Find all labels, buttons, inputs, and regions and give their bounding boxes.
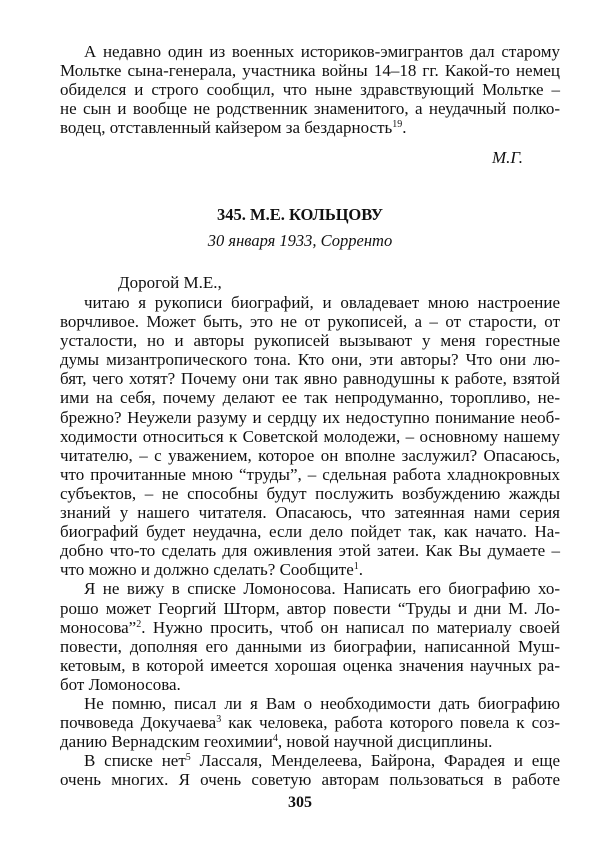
text-segment: ходимости относиться к Советской молодежи, – основному нашему: [60, 426, 560, 446]
text-segment: биографий будет неудачна, если дело пойдет так, как начато. На-: [60, 522, 560, 542]
text-line: [60, 675, 560, 694]
text-segment: Не помню, писал ли я Вам о необходимости дать биографию: [84, 693, 560, 713]
footnote-ref: 5: [185, 752, 191, 764]
text-line: [60, 369, 560, 388]
text-segment: водец, отставленный кайзером за бездарность: [60, 118, 393, 138]
letter-title: 345. М.Е. КОЛЬЦОВУ: [217, 205, 383, 224]
text-segment: читателю, – с уважением, которое он вполне заслужил? Опасаюсь,: [60, 445, 560, 465]
signature: М.Г.: [491, 148, 523, 167]
text-segment: повести, дополняя его данными из биографии, написанной Муш-: [60, 636, 560, 656]
footnote-ref: 4: [272, 733, 278, 745]
text-line: [60, 350, 560, 369]
text-line: [60, 427, 560, 446]
text-line: [60, 599, 560, 618]
text-line: [60, 484, 560, 503]
text-segment: моносова”: [60, 617, 137, 637]
letter-body: [60, 293, 560, 789]
greeting: Дорогой М.Е.,: [118, 273, 222, 292]
text-segment: В списке нет: [84, 751, 186, 771]
text-segment: рошо может Георгий Шторм, автор повести “Труды и дни М. Ло-: [60, 598, 560, 618]
text-line: [60, 751, 560, 770]
text-segment: брежно? Неужели разуму и сердцу их недоступно понимание необ-: [60, 407, 560, 427]
text-line: [60, 408, 560, 427]
text-segment: субъектов, – не способны будут послужить возбуждению жажды: [60, 483, 560, 503]
text-segment: знаний у нашего читателя. Опасаюсь, что затеянная нами серия: [60, 503, 560, 523]
text-line: [60, 541, 560, 560]
top-paragraph: [60, 42, 560, 137]
text-line: [60, 312, 560, 331]
paragraph: [60, 293, 560, 579]
text-segment: бот Ломоносова.: [60, 674, 181, 694]
text-segment: Мольтке сына-генерала, участника войны 14–18 гг. Какой-то немец: [60, 61, 560, 81]
text-segment: думы мизантропического тона. Кто они, эти авторы? Что они лю-: [60, 350, 560, 370]
text-segment: .: [402, 118, 407, 138]
text-line: [60, 579, 560, 598]
footnote-ref: 3: [216, 714, 222, 726]
paragraph: [60, 694, 560, 751]
text-segment: ворчливое. Может быть, это не от рукописей, а – от старости, от: [60, 312, 560, 332]
text-segment: данию Вернадским геохимии: [60, 732, 273, 752]
text-line: [60, 118, 560, 137]
text-segment: обиделся и строго сообщил, что ныне здравствующий Мольтке –: [60, 80, 560, 100]
text-segment: . Нужно просить, чтоб он написал по материалу своей: [141, 617, 560, 637]
text-segment: А недавно один из военных историков-эмигрантов дал старому: [84, 42, 560, 61]
text-line: [60, 331, 560, 350]
text-line: [60, 80, 560, 99]
text-line: [60, 293, 560, 312]
text-line: [60, 732, 560, 751]
text-line: [60, 99, 560, 118]
text-line: [60, 637, 560, 656]
text-line: [60, 503, 560, 522]
text-segment: , новой научной дисциплины.: [277, 732, 493, 752]
text-line: [60, 694, 560, 713]
text-segment: читаю я рукописи биографий, и овладевает мною настроение: [84, 293, 560, 312]
text-segment: добно что-то сделать для оживления этой затеи. Как Вы думаете –: [60, 541, 560, 561]
text-line: [60, 618, 560, 637]
text-line: [60, 388, 560, 407]
text-segment: усталости, но и авторы рукописей вызывают у меня горестные: [60, 331, 560, 351]
text-segment: не сын и вообще не родственник знаменитого, а неудачный полко-: [60, 99, 560, 119]
paragraph: [60, 751, 560, 789]
text-segment: ими на себя, почему делают ее так непродуманно, торопливо, не-: [60, 388, 560, 408]
text-segment: что прочитанные мною “труды”, – сдельная работа хладнокровных: [60, 464, 560, 484]
footnote-ref: 2: [136, 618, 142, 630]
text-line: [60, 446, 560, 465]
text-segment: .: [358, 560, 363, 580]
page-number: 305: [288, 794, 312, 811]
letter-date: 30 января 1933, Сорренто: [207, 231, 393, 250]
text-segment: Лассаля, Менделеева, Байрона, Фарадея и еще: [190, 751, 560, 771]
paragraph: [60, 579, 560, 694]
text-line: [60, 713, 560, 732]
text-segment: бят, чего хотят? Почему они так явно равнодушны к работе, взятой: [60, 369, 560, 389]
text-segment: очень многих. Я очень советую авторам пользоваться в работе: [60, 770, 560, 790]
text-segment: Я не вижу в списке Ломоносова. Написать его биографию хо-: [84, 579, 560, 599]
text-segment: как человека, работа которого повела к соз-: [221, 713, 561, 733]
text-line: [60, 656, 560, 675]
footnote-ref: 19: [392, 119, 403, 131]
text-segment: кетовым, в которой имеется хорошая оценка значения научных ра-: [60, 655, 560, 675]
text-line: [60, 61, 560, 80]
text-line: [60, 465, 560, 484]
text-line: [60, 560, 560, 579]
text-segment: почвоведа Докучаева: [60, 713, 217, 733]
footnote-ref: 1: [353, 561, 359, 573]
text-line: [60, 770, 560, 789]
text-segment: что можно и должно сделать? Сообщите: [60, 560, 354, 580]
text-line: [60, 42, 560, 61]
text-line: [60, 522, 560, 541]
